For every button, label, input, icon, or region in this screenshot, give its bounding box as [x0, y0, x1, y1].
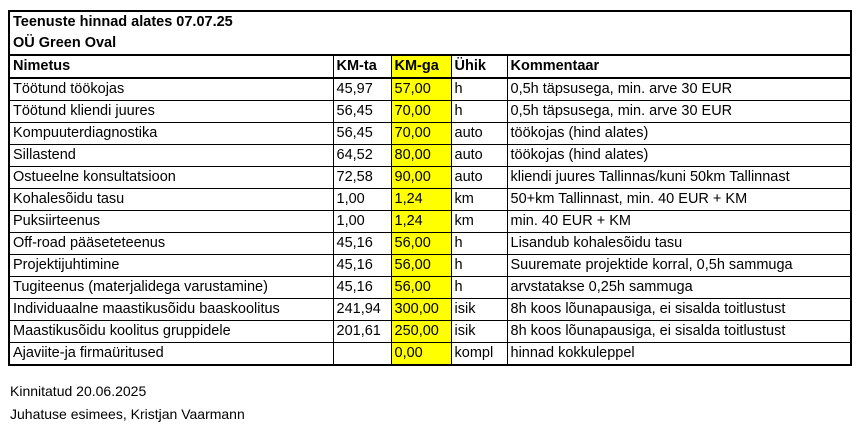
table-row [9, 299, 851, 321]
signer-line: Juhatuse esimees, Kristjan Vaarmann [10, 406, 245, 422]
cell-net-price: 201,61 [333, 321, 391, 343]
cell-name: Tugiteenus (materjalidega varustamine) [9, 277, 333, 299]
cell-gross-price: 70,00 [391, 101, 451, 123]
cell-comment: Lisandub kohalesõidu tasu [507, 233, 851, 255]
table-row [9, 255, 851, 277]
cell-gross-price: 1,24 [391, 189, 451, 211]
col-header-unit: Ühik [451, 55, 507, 78]
table-row [9, 78, 851, 101]
cell-unit: isik [451, 321, 507, 343]
cell-gross-price: 300,00 [391, 299, 451, 321]
company-name: OÜ Green Oval [9, 33, 851, 55]
cell-name: Ajaviite-ja firmaüritused [9, 343, 333, 366]
col-header-name: Nimetus [9, 55, 333, 78]
cell-net-price [333, 343, 391, 366]
cell-name: Sillastend [9, 145, 333, 167]
cell-comment: 0,5h täpsusega, min. arve 30 EUR [507, 78, 851, 101]
table-row [9, 101, 851, 123]
cell-comment: 8h koos lõunapausiga, ei sisalda toitlustust [507, 321, 851, 343]
cell-gross-price: 80,00 [391, 145, 451, 167]
table-row [9, 145, 851, 167]
cell-comment: töökojas (hind alates) [507, 145, 851, 167]
cell-comment: 8h koos lõunapausiga, ei sisalda toitlustust [507, 299, 851, 321]
cell-unit: auto [451, 145, 507, 167]
cell-name: Individuaalne maastikusõidu baaskoolitus [9, 299, 333, 321]
cell-unit: h [451, 78, 507, 101]
cell-gross-price: 56,00 [391, 277, 451, 299]
table-row [9, 189, 851, 211]
price-sheet [8, 10, 852, 366]
header-row [9, 55, 851, 78]
cell-comment: min. 40 EUR + KM [507, 211, 851, 233]
table-row [9, 123, 851, 145]
table-row [9, 211, 851, 233]
approval-date: Kinnitatud 20.06.2025 [10, 383, 147, 399]
cell-comment: Suuremate projektide korral, 0,5h sammuga [507, 255, 851, 277]
cell-gross-price: 56,00 [391, 255, 451, 277]
cell-net-price: 1,00 [333, 211, 391, 233]
cell-unit: isik [451, 299, 507, 321]
cell-net-price: 45,16 [333, 255, 391, 277]
table-row [9, 277, 851, 299]
cell-comment: 50+km Tallinnast, min. 40 EUR + KM [507, 189, 851, 211]
cell-net-price: 64,52 [333, 145, 391, 167]
cell-unit: h [451, 101, 507, 123]
cell-comment: 0,5h täpsusega, min. arve 30 EUR [507, 101, 851, 123]
cell-unit: kompl [451, 343, 507, 366]
cell-net-price: 241,94 [333, 299, 391, 321]
price-table [8, 10, 852, 366]
cell-net-price: 45,97 [333, 78, 391, 101]
cell-name: Töötund kliendi juures [9, 101, 333, 123]
cell-net-price: 45,16 [333, 277, 391, 299]
cell-name: Kohalesõidu tasu [9, 189, 333, 211]
cell-name: Off-road pääseteteenus [9, 233, 333, 255]
cell-gross-price: 56,00 [391, 233, 451, 255]
sheet-title: Teenuste hinnad alates 07.07.25 [9, 11, 851, 33]
cell-net-price: 1,00 [333, 189, 391, 211]
cell-gross-price: 57,00 [391, 78, 451, 101]
cell-net-price: 45,16 [333, 233, 391, 255]
cell-unit: h [451, 277, 507, 299]
cell-unit: h [451, 255, 507, 277]
cell-unit: h [451, 233, 507, 255]
cell-name: Töötund töökojas [9, 78, 333, 101]
table-row [9, 233, 851, 255]
cell-comment: töökojas (hind alates) [507, 123, 851, 145]
cell-net-price: 56,45 [333, 123, 391, 145]
cell-net-price: 72,58 [333, 167, 391, 189]
cell-unit: auto [451, 123, 507, 145]
cell-name: Ostueelne konsultatsioon [9, 167, 333, 189]
cell-gross-price: 70,00 [391, 123, 451, 145]
cell-comment: hinnad kokkuleppel [507, 343, 851, 366]
cell-gross-price: 1,24 [391, 211, 451, 233]
cell-gross-price: 90,00 [391, 167, 451, 189]
cell-name: Kompuuterdiagnostika [9, 123, 333, 145]
cell-gross-price: 250,00 [391, 321, 451, 343]
cell-comment: arvstatakse 0,25h sammuga [507, 277, 851, 299]
table-row [9, 343, 851, 366]
table-row [9, 167, 851, 189]
cell-unit: km [451, 189, 507, 211]
col-header-comment: Kommentaar [507, 55, 851, 78]
cell-unit: auto [451, 167, 507, 189]
col-header-gross: KM-ga [391, 55, 451, 78]
cell-name: Maastikusõidu koolitus gruppidele [9, 321, 333, 343]
cell-unit: km [451, 211, 507, 233]
cell-net-price: 56,45 [333, 101, 391, 123]
table-row [9, 321, 851, 343]
cell-comment: kliendi juures Tallinnas/kuni 50km Tallinnast [507, 167, 851, 189]
col-header-net: KM-ta [333, 55, 391, 78]
cell-name: Puksiirteenus [9, 211, 333, 233]
cell-name: Projektijuhtimine [9, 255, 333, 277]
cell-gross-price: 0,00 [391, 343, 451, 366]
